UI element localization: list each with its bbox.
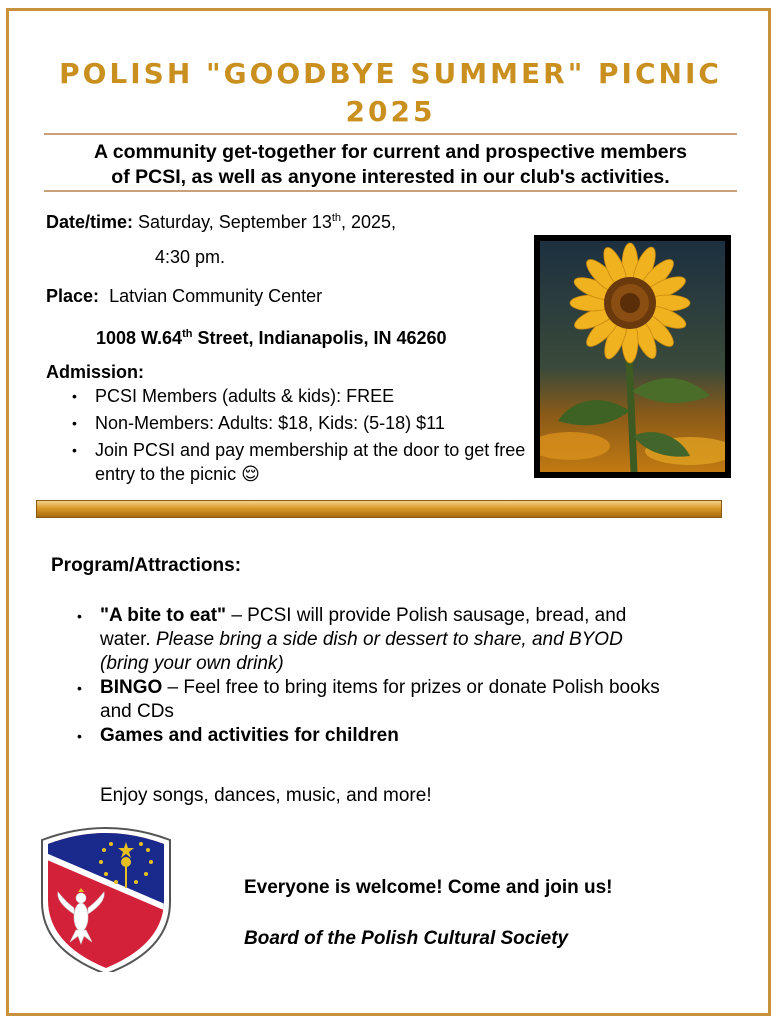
address-line: 1008 W.64th Street, Indianapolis, IN 46260 [96,328,447,348]
board-signature: Board of the Polish Cultural Society [244,928,569,949]
welcome-text: Everyone is welcome! Come and join us! [244,877,613,898]
list-item: • BINGO – Feel free to bring items for prizes or donate Polish books and CDs [75,676,675,724]
list-item: • Join PCSI and pay membership at the door to get free entry to the picnic 😌 [70,438,540,486]
page-title: POLISH "GOODBYE SUMMER" PICNIC 2025 [59,57,722,128]
enjoy-text: Enjoy songs, dances, music, and more! [100,785,432,806]
divider-bar [36,500,722,518]
place-line: Place: Latvian Community Center [46,286,323,306]
list-item: • Non-Members: Adults: $18, Kids: (5-18) $11 [70,411,540,435]
program-list [75,604,675,748]
time-line: 4:30 pm. [155,247,226,267]
list-item: • PCSI Members (adults & kids): FREE [70,384,540,408]
date-line: Date/time: Saturday, September 13th, 2025, [46,212,397,232]
admission-list [70,384,540,489]
subtitle-rule [44,190,737,192]
admission-heading: Admission: [46,362,145,382]
pcsi-shield-icon [36,822,176,972]
sunflower-icon [540,241,725,472]
shield-emblem [36,822,176,972]
list-item: • "A bite to eat" – PCSI will provide Polish sausage, bread, and water. Please bring a side dish or dessert to share, and BYOD (bring your own drink) [75,604,675,676]
subtitle: A community get-together for current and prospective members of PCSI, as well as anyone interested in our club's activities. [93,141,688,188]
list-item: • Games and activities for children [75,724,675,748]
program-heading: Program/Attractions: [51,555,242,576]
sunflower-photo [534,235,731,478]
title-rule [44,133,737,135]
relieved-face-icon: 😌 [241,464,260,484]
